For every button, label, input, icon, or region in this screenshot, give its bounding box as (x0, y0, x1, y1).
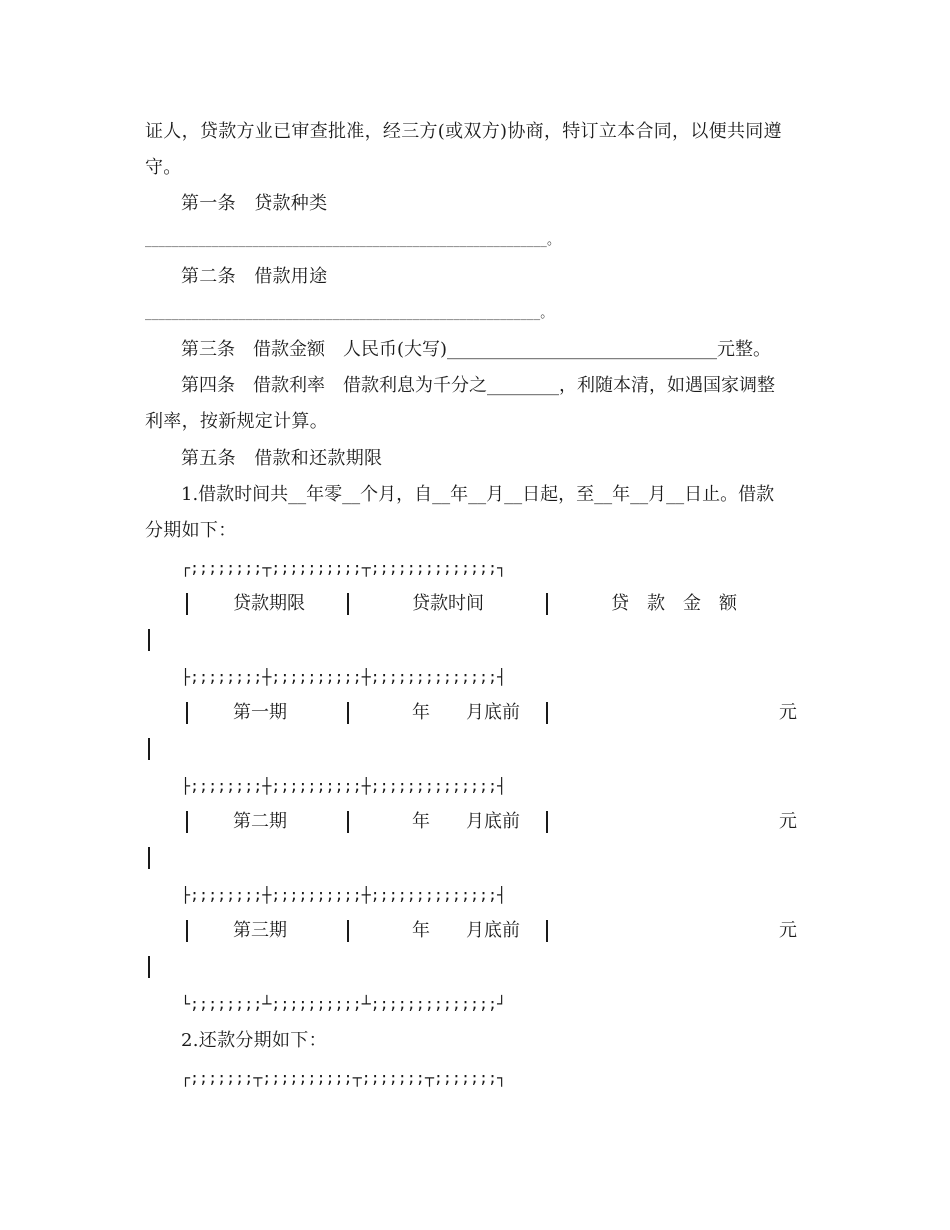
table-1-divider (186, 811, 188, 833)
table-1-mid-border: ├;;;;;;;;┼;;;;;;;;;;┼;;;;;;;;;;;;;;┤ (181, 777, 507, 795)
table-1-divider (347, 811, 349, 833)
table-1-row-1-period: 第一期 (233, 702, 287, 723)
article-3: 第三条 借款金额 人民币(大写)______________________________元整。 (181, 339, 772, 360)
table-1-divider (546, 593, 548, 615)
table-2-top-border: ┌;;;;;;;┬;;;;;;;;;;┬;;;;;;;┬;;;;;;;┐ (181, 1069, 507, 1087)
table-1-row-2-period: 第二期 (233, 811, 287, 832)
table-1-divider (347, 702, 349, 724)
article-1-title: 第一条 贷款种类 (181, 193, 328, 214)
table-1-divider (148, 847, 150, 869)
article-5-title: 第五条 借款和还款期限 (181, 448, 383, 469)
table-1-header-period: 贷款期限 (233, 593, 305, 614)
table-1-divider (148, 629, 150, 651)
table-1-divider (347, 593, 349, 615)
table-1-mid-border: ├;;;;;;;;┼;;;;;;;;;;┼;;;;;;;;;;;;;;┤ (181, 886, 507, 904)
table-1-mid-border: ├;;;;;;;;┼;;;;;;;;;;┼;;;;;;;;;;;;;;┤ (181, 668, 507, 686)
article-2-blank: ___________________________________________________________。 (145, 306, 554, 321)
table-1-bottom-border: └;;;;;;;;┴;;;;;;;;;;┴;;;;;;;;;;;;;;┘ (181, 995, 507, 1013)
table-1-header-time: 贷款时间 (412, 593, 484, 614)
article-5-para-1-line-1: 1.借款时间共__年零__个月，自__年__月__日起，至__年__月__日止。借款 (181, 484, 775, 505)
table-1-row-1-amount: 元 (779, 702, 797, 723)
table-1-top-border: ┌;;;;;;;;┬;;;;;;;;;;┬;;;;;;;;;;;;;;┐ (181, 559, 507, 577)
table-1-row-3-time: 年 月底前 (412, 920, 520, 941)
table-1-divider (186, 702, 188, 724)
article-4-line-1: 第四条 借款利率 借款利息为千分之________，利随本清，如遇国家调整 (181, 375, 775, 396)
article-5-para-2: 2.还款分期如下： (181, 1030, 327, 1051)
table-1-divider (546, 811, 548, 833)
intro-line-2: 守。 (145, 157, 182, 178)
table-1-divider (546, 702, 548, 724)
table-1-divider (148, 738, 150, 760)
table-1-divider (186, 593, 188, 615)
table-1-row-1-time: 年 月底前 (412, 702, 520, 723)
table-1-divider (546, 920, 548, 942)
article-5-para-1-line-2: 分期如下： (145, 520, 237, 541)
table-1-divider (148, 956, 150, 978)
table-1-row-3-period: 第三期 (233, 920, 287, 941)
article-4-line-2: 利率，按新规定计算。 (145, 411, 328, 432)
article-1-blank: ____________________________________________________________。 (145, 233, 561, 248)
article-2-title: 第二条 借款用途 (181, 266, 328, 287)
intro-line-1: 证人，贷款方业已审查批准，经三方(或双方)协商，特订立本合同，以便共同遵 (145, 121, 782, 142)
table-1-row-3-amount: 元 (779, 920, 797, 941)
table-1-divider (186, 920, 188, 942)
table-1-row-2-amount: 元 (779, 811, 797, 832)
table-1-header-amount: 贷 款 金 额 (611, 593, 737, 614)
table-1-row-2-time: 年 月底前 (412, 811, 520, 832)
table-1-divider (347, 920, 349, 942)
